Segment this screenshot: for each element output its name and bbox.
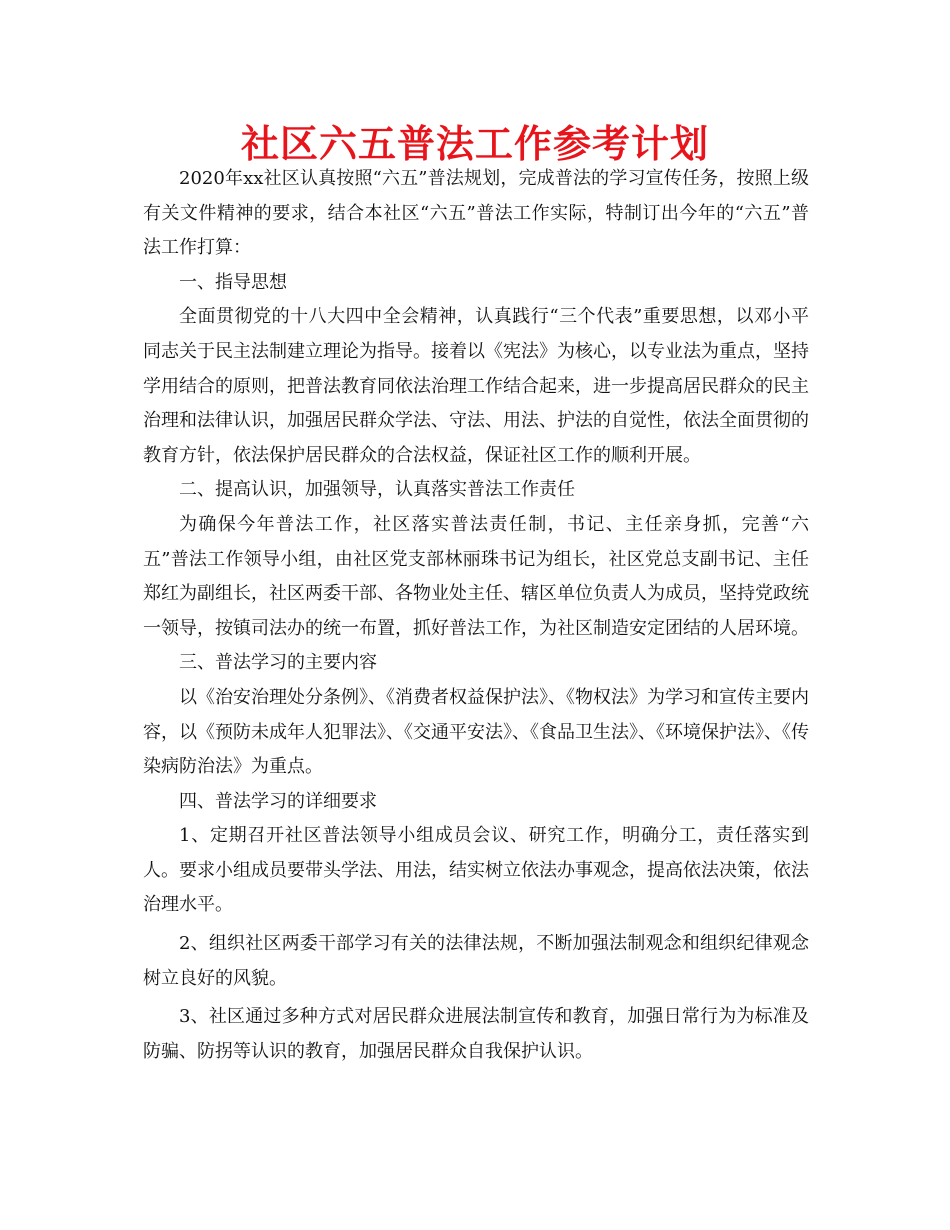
section-heading-2: 二、提高认识，加强领导，认真落实普法工作责任 — [179, 479, 575, 501]
document-body — [143, 162, 809, 1069]
section-heading-1: 一、指导思想 — [179, 271, 287, 293]
paragraph-requirement-3: 3、社区通过多种方式对居民群众进展法制宣传和教育，加强日常行为为标准及防骗、防拐等认识的教育，加强居民群众自我保护认识。 — [143, 1006, 809, 1062]
paragraph-guiding-thought: 全面贯彻党的十八大四中全会精神，认真践行“三个代表”重要思想，以邓小平同志关于民主法制建立理论为指导。接着以《宪法》为核心，以专业法为重点，坚持学用结合的原则，把普法教育同依法治理工作结合起来，进一步提高居民群众的民主治理和法律认识，加强居民群众学法、守法、用法、护法的自觉性，依法全面贯彻的教育方针，依法保护居民群众的合法权益，保证社区工作的顺利开展。 — [143, 306, 809, 466]
paragraph-main-content: 以《治安治理处分条例》、《消费者权益保护法》、《物权法》为学习和宣传主要内容，以《预防未成年人犯罪法》、《交通平安法》、《食品卫生法》、《环境保护法》、《传染病防治法》为重点。 — [143, 686, 809, 778]
paragraph-requirement-2: 2、组织社区两委干部学习有关的法律法规，不断加强法制观念和组织纪律观念树立良好的风貌。 — [143, 933, 809, 989]
document-title: 社区六五普法工作参考计划 — [240, 121, 709, 166]
section-heading-4: 四、普法学习的详细要求 — [179, 790, 377, 812]
paragraph-leadership: 为确保今年普法工作，社区落实普法责任制，书记、主任亲身抓，完善“六五”普法工作领导小组，由社区党支部林丽珠书记为组长，社区党总支副书记、主任郑红为副组长，社区两委干部、各物业处主任、辖区单位负责人为成员，坚持党政统一领导，按镇司法办的统一布置，抓好普法工作，为社区制造安定团结的人居环境。 — [143, 513, 809, 639]
paragraph-requirement-1: 1、定期召开社区普法领导小组成员会议、研究工作，明确分工，责任落实到人。要求小组成员要带头学法、用法，结实树立依法办事观念，提高依法决策，依法治理水平。 — [143, 825, 809, 916]
paragraph-intro: 2020年xx社区认真按照“六五”普法规划，完成普法的学习宣传任务，按照上级有关文件精神的要求，结合本社区“六五”普法工作实际，特制订出今年的“六五”普法工作打算： — [143, 168, 809, 259]
section-heading-3: 三、普法学习的主要内容 — [179, 652, 377, 674]
